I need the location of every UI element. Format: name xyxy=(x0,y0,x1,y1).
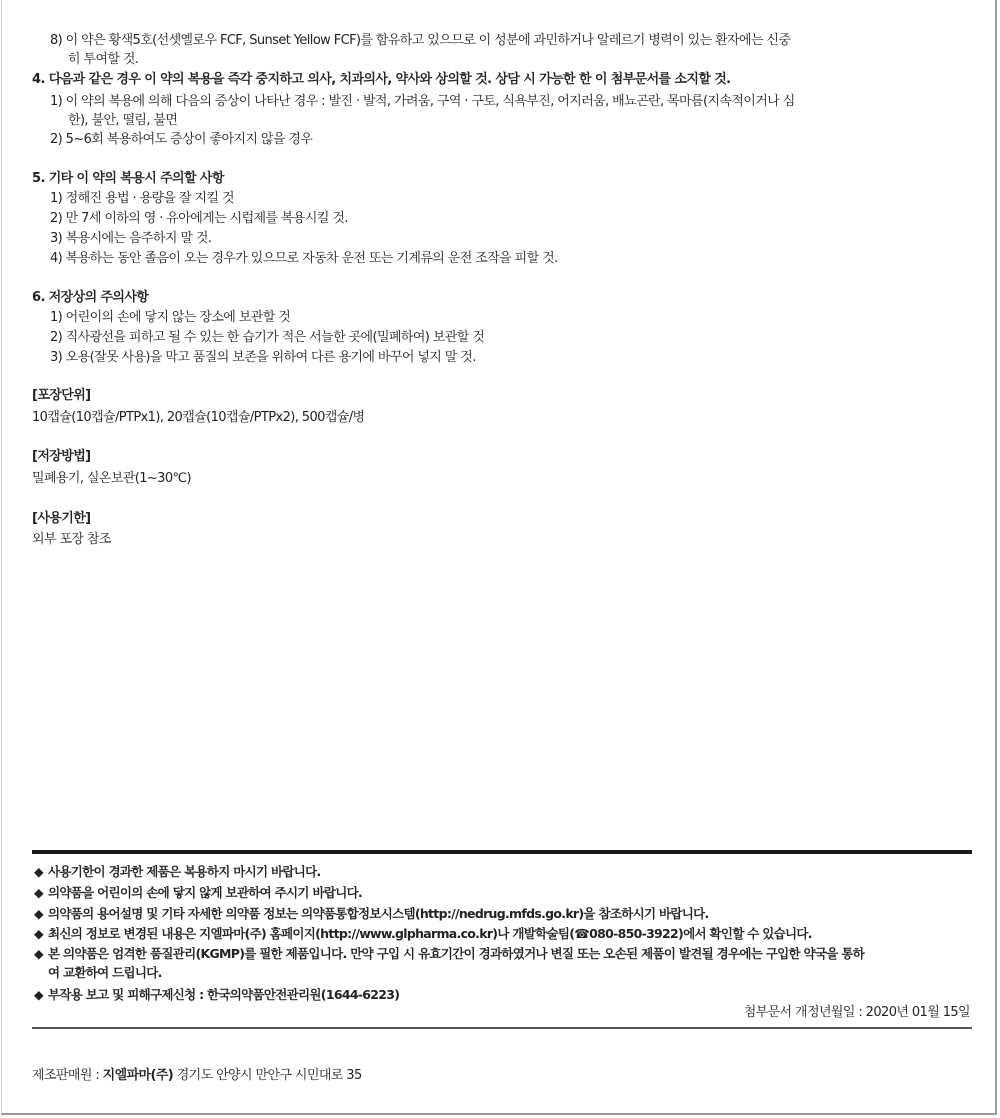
storage-title: [저장방법] xyxy=(32,449,91,464)
manufacturer-address: 경기도 안양시 만안구 시민대로 35 xyxy=(176,1068,362,1083)
section-4-item-2: 2) 5~6회 복용하여도 증상이 좋아지지 않을 경우 xyxy=(50,132,313,147)
section-4-title: 4. 다음과 같은 경우 이 약의 복용을 즉각 중지하고 의사, 치과의사, 약사와 상의할 것. 상담 시 가능한 한 이 첨부문서를 소지할 것. xyxy=(32,72,731,87)
caution-item-8-line1: 8) 이 약은 황색5호(선셋옐로우 FCF, Sunset Yellow FCF)를 함유하고 있으므로 이 성분에 과민하거나 알레르기 병력이 있는 환자에는 신중 xyxy=(50,33,791,48)
notice-item-5-line2: 여 교환하여 드립니다. xyxy=(48,965,162,980)
manufacturer-label: 제조판매원 : xyxy=(32,1068,100,1083)
section-6-item-2: 2) 직사광선을 피하고 될 수 있는 한 습기가 적은 서늘한 곳에(밀폐하여) 보관할 것 xyxy=(50,330,485,345)
diamond-bullet-icon: ◆ xyxy=(34,906,43,921)
notice-top-rule xyxy=(32,850,972,854)
diamond-bullet-icon: ◆ xyxy=(34,864,43,879)
section-5-title: 5. 기타 이 약의 복용시 주의할 사항 xyxy=(32,171,224,186)
manufacturer-company: 지엘파마(주) xyxy=(102,1068,174,1083)
notice-item-6: ◆ 부작용 보고 및 피해구제신청 : 한국의약품안전관리원(1644-6223) xyxy=(34,987,400,1002)
section-6-title: 6. 저장상의 주의사항 xyxy=(32,290,149,305)
section-5-item-1: 1) 정해진 용법 · 용량을 잘 지킬 것 xyxy=(50,191,234,206)
section-6-item-1: 1) 어린이의 손에 닿지 않는 장소에 보관할 것 xyxy=(50,310,291,325)
diamond-bullet-icon: ◆ xyxy=(34,946,43,961)
section-4-item-1-line1: 1) 이 약의 복용에 의해 다음의 증상이 나타난 경우 : 발진 · 발적, 가려움, 구역 · 구토, 식욕부진, 어지러움, 배뇨곤란, 목마름(지속적이거나 심 xyxy=(50,94,795,109)
expiry-text: 외부 포장 참조 xyxy=(32,532,111,547)
packaging-title: [포장단위] xyxy=(32,388,91,403)
diamond-bullet-icon: ◆ xyxy=(34,987,43,1002)
storage-text: 밀폐용기, 실온보관(1~30℃) xyxy=(32,471,191,486)
notice-item-3: ◆ 의약품의 용어설명 및 기타 자세한 의약품 정보는 의약품통합정보시스템(http://nedrug.mfds.go.kr)을 참조하시기 바랍니다. xyxy=(34,906,709,921)
notice-item-5-line1: ◆ 본 의약품은 엄격한 품질관리(KGMP)를 필한 제품입니다. 만약 구입 시 유효기간이 경과하였거나 변질 또는 오손된 제품이 발견될 경우에는 구입한 약국을 통하 xyxy=(34,946,865,961)
caution-item-8-line2: 히 투여할 것. xyxy=(68,52,139,67)
manufacturer-info xyxy=(32,1066,362,1085)
notice-item-4: ◆ 최신의 정보로 변경된 내용은 지엘파마(주) 홈페이지(http://www.glpharma.co.kr)나 개발학술팀(☎080-850-3922)에서 확인할 수 있습니다. xyxy=(34,926,812,941)
section-5-item-3: 3) 복용시에는 음주하지 말 것. xyxy=(50,231,212,246)
diamond-bullet-icon: ◆ xyxy=(34,926,43,941)
notice-item-1: ◆ 사용기한이 경과한 제품은 복용하지 마시기 바랍니다. xyxy=(34,864,321,879)
revision-date: 첨부문서 개정년월일 : 2020년 01월 15일 xyxy=(743,1005,970,1020)
packaging-text: 10캡슐(10캡슐/PTPx1), 20캡슐(10캡슐/PTPx2), 500캡슐/병 xyxy=(32,410,365,425)
diamond-bullet-icon: ◆ xyxy=(34,885,43,900)
section-5-item-2: 2) 만 7세 이하의 영 · 유아에게는 시럽제를 복용시킬 것. xyxy=(50,211,348,226)
notice-bottom-rule xyxy=(32,1027,972,1029)
expiry-title: [사용기한] xyxy=(32,511,91,526)
section-4-item-1-line2: 한), 불안, 떨림, 불면 xyxy=(68,113,178,128)
section-5-item-4: 4) 복용하는 동안 졸음이 오는 경우가 있으므로 자동차 운전 또는 기계류의 운전 조작을 피할 것. xyxy=(50,251,558,266)
section-6-item-3: 3) 오용(잘못 사용)을 막고 품질의 보존을 위하여 다른 용기에 바꾸어 넣지 말 것. xyxy=(50,350,476,365)
notice-item-2: ◆ 의약품을 어린이의 손에 닿지 않게 보관하여 주시기 바랍니다. xyxy=(34,885,362,900)
